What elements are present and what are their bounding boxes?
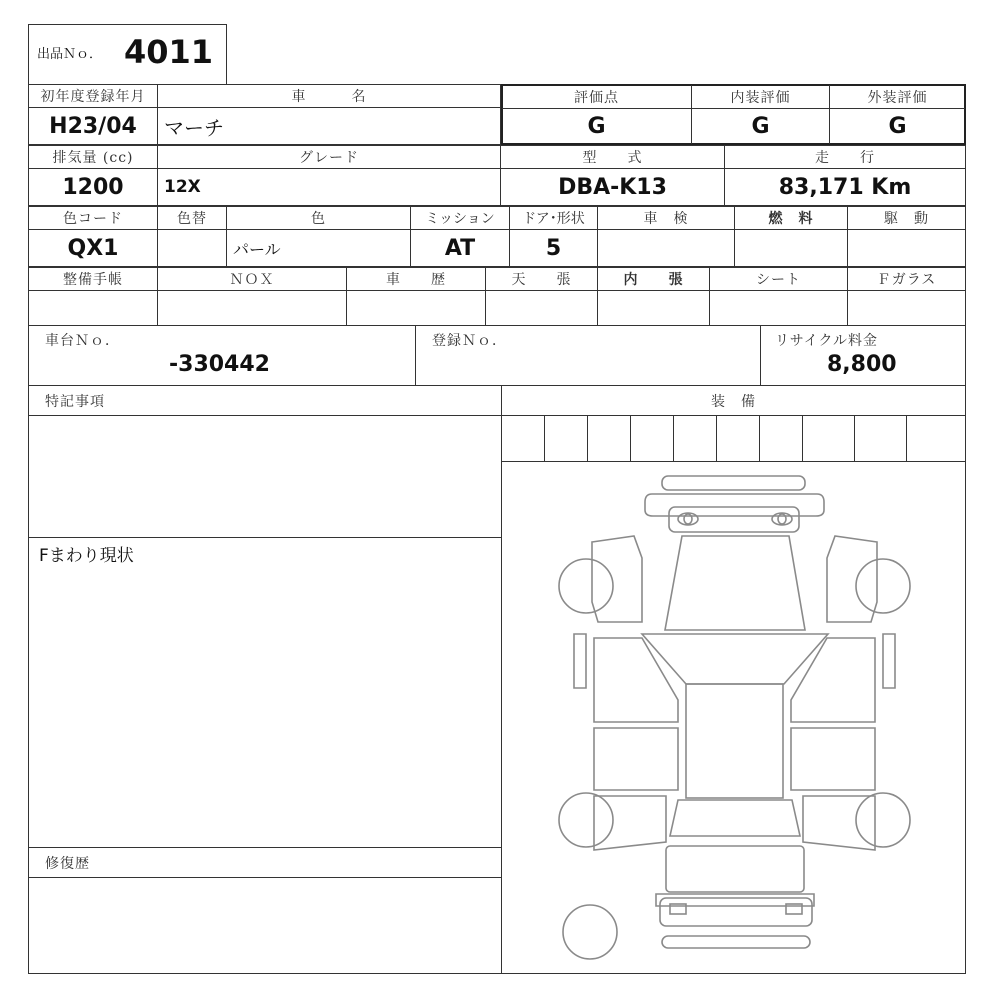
interior-score-label: 内装評価 <box>691 85 830 109</box>
equipment-cell <box>716 415 760 462</box>
exterior-score-value: G <box>829 108 965 144</box>
color-change-value <box>157 229 227 267</box>
interior-trim-label: 内 張 <box>597 267 710 291</box>
fuel-value <box>734 229 848 267</box>
front-condition-text: Fまわり現状 <box>39 546 134 566</box>
color-label: 色 <box>226 206 411 230</box>
color-code-value: QX1 <box>28 229 158 267</box>
front-condition-area <box>28 537 502 848</box>
equipment-cell <box>587 415 631 462</box>
car-diagram-area <box>501 461 966 974</box>
front-bumper-top <box>662 476 805 490</box>
nox-value <box>157 290 347 326</box>
equipment-label: 装 備 <box>501 385 966 416</box>
front-left-wheel-icon <box>559 559 613 613</box>
chassis-number-value: -330442 <box>169 352 270 377</box>
hood <box>665 536 805 630</box>
score-value: G <box>502 108 692 144</box>
displacement-label: 排気量 (cc) <box>28 145 158 169</box>
mission-value: AT <box>410 229 510 267</box>
roof-lining-value <box>485 290 598 326</box>
color-change-label: 色替 <box>157 206 227 230</box>
mission-label: ミッション <box>410 206 510 230</box>
roof <box>686 684 783 798</box>
equipment-cell <box>759 415 803 462</box>
door-value: 5 <box>509 229 598 267</box>
chassis-number-label: 車台Ｎｏ． <box>45 333 120 349</box>
lot-number: 4011 <box>124 33 214 71</box>
special-notes-label: 特記事項 <box>28 385 502 416</box>
lot-number-box <box>28 24 227 85</box>
mileage-value: 83,171 Km <box>724 168 966 206</box>
grade-value: 12X <box>157 168 501 206</box>
rear-right-wheel-icon <box>856 793 910 847</box>
roof-lining-label: 天 張 <box>485 267 598 291</box>
car-diagram <box>502 462 967 975</box>
recycle-fee-value: 8,800 <box>827 352 897 377</box>
repair-history-label: 修復歴 <box>28 847 502 878</box>
tailgate <box>666 846 804 892</box>
chassis-number-box <box>28 325 416 386</box>
rear-window <box>670 800 800 836</box>
mileage-label: 走 行 <box>724 145 966 169</box>
equipment-cell <box>630 415 674 462</box>
color-value: パール <box>226 229 411 267</box>
score-label: 評価点 <box>502 85 692 109</box>
equipment-cell <box>544 415 588 462</box>
right-front-door <box>791 638 875 722</box>
door-label: ドア･形状 <box>509 206 598 230</box>
reg-date-value: H23/04 <box>28 107 158 145</box>
vehicle-history-label: 車 歴 <box>346 267 486 291</box>
rear-bumper-bottom <box>662 936 810 948</box>
inspection-value <box>597 229 735 267</box>
exterior-score-label: 外装評価 <box>829 85 965 109</box>
left-rear-quarter <box>594 796 666 850</box>
equipment-cell <box>673 415 717 462</box>
right-rear-door <box>791 728 875 790</box>
left-mirror <box>574 634 586 688</box>
drive-value <box>847 229 966 267</box>
recycle-fee-label: リサイクル料金 <box>775 333 879 349</box>
maintenance-book-label: 整備手帳 <box>28 267 158 291</box>
lot-number-label: 出品Ｎｏ． <box>37 47 103 62</box>
reg-date-label: 初年度登録年月 <box>28 84 158 108</box>
car-name-label: 車 名 <box>157 84 501 108</box>
front-bumper <box>645 494 824 516</box>
left-front-door <box>594 638 678 722</box>
repair-history-area <box>28 877 502 974</box>
spare-tire-icon <box>563 905 617 959</box>
model-value: DBA-K13 <box>500 168 725 206</box>
displacement-value: 1200 <box>28 168 158 206</box>
car-name-value: マーチ <box>157 107 501 145</box>
interior-score-value: G <box>691 108 830 144</box>
special-notes-area <box>28 415 502 538</box>
rear-bumper <box>660 898 812 926</box>
recycle-fee-box <box>760 325 966 386</box>
left-rear-door <box>594 728 678 790</box>
maintenance-book-value <box>28 290 158 326</box>
windshield <box>642 634 828 684</box>
registration-number-box <box>415 325 761 386</box>
front-glass-label: Ｆガラス <box>847 267 966 291</box>
nox-label: ＮＯＸ <box>157 267 347 291</box>
front-grille <box>669 507 799 532</box>
drive-label: 駆 動 <box>847 206 966 230</box>
model-label: 型 式 <box>500 145 725 169</box>
right-mirror <box>883 634 895 688</box>
inspection-label: 車 検 <box>597 206 735 230</box>
equipment-grid <box>501 415 966 462</box>
seat-value <box>709 290 848 326</box>
right-rear-quarter <box>803 796 875 850</box>
seat-label: シート <box>709 267 848 291</box>
interior-trim-value <box>597 290 710 326</box>
color-code-label: 色コード <box>28 206 158 230</box>
vehicle-history-value <box>346 290 486 326</box>
front-glass-value <box>847 290 966 326</box>
equipment-cell <box>802 415 855 462</box>
registration-number-label: 登録Ｎｏ． <box>432 333 507 349</box>
equipment-cell <box>854 415 907 462</box>
fuel-label: 燃 料 <box>734 206 848 230</box>
equipment-cell <box>906 415 966 462</box>
grade-label: グレード <box>157 145 501 169</box>
rear-left-wheel-icon <box>559 793 613 847</box>
equipment-cell <box>501 415 545 462</box>
front-right-wheel-icon <box>856 559 910 613</box>
